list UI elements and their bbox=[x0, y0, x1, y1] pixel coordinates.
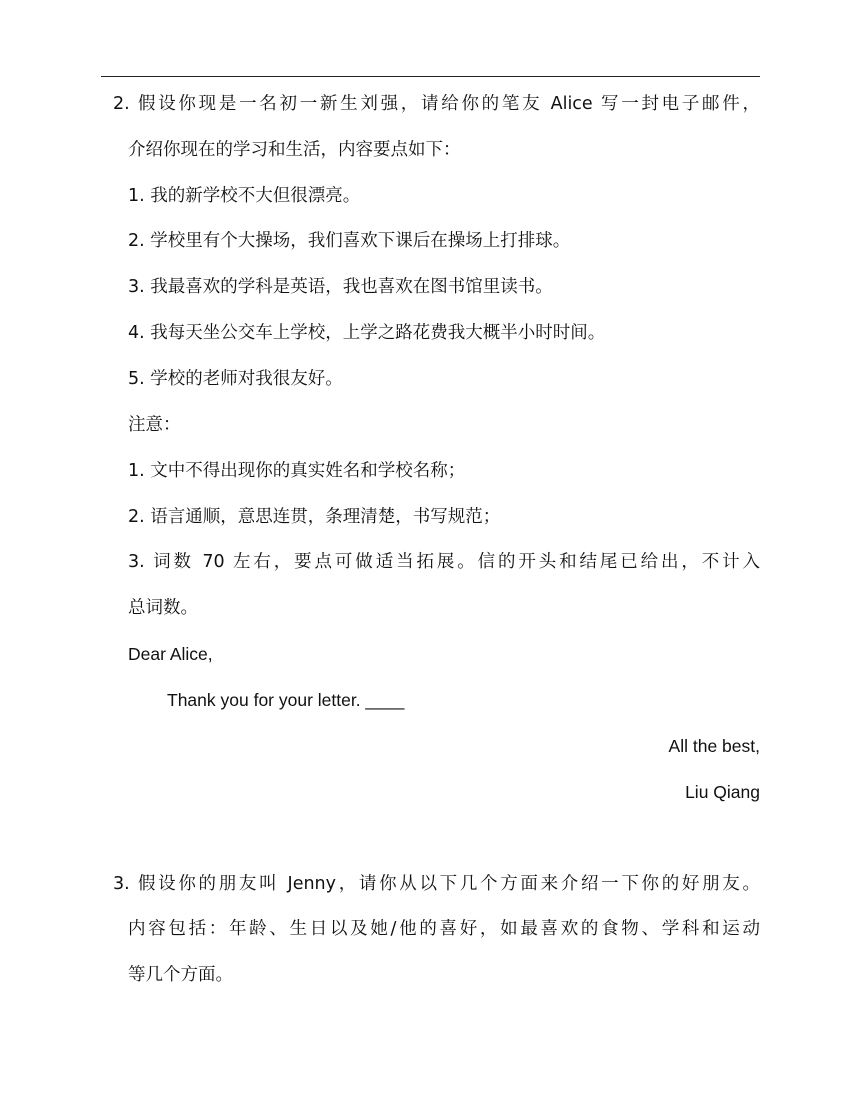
q2-note-3-continued: 总词数。 bbox=[128, 598, 198, 618]
q2-note-3: 3. 词数 70 左右，要点可做适当拓展。信的开头和结尾已给出，不计入 bbox=[128, 552, 760, 572]
letter-opening: Thank you for your letter. ____ bbox=[167, 690, 405, 710]
q2-point-5: 5. 学校的老师对我很友好。 bbox=[128, 369, 343, 389]
q2-intro-line-2: 介绍你现在的学习和生活，内容要点如下： bbox=[128, 140, 461, 160]
letter-signature: Liu Qiang bbox=[685, 782, 760, 802]
q3-line-1: 3. 假设你的朋友叫 Jenny，请你从以下几个方面来介绍一下你的好朋友。 bbox=[113, 874, 760, 894]
q2-point-4: 4. 我每天坐公交车上学校，上学之路花费我大概半小时时间。 bbox=[128, 323, 606, 343]
letter-closing: All the best, bbox=[668, 736, 760, 756]
q2-point-1: 1. 我的新学校不大但很漂亮。 bbox=[128, 186, 361, 206]
q2-intro-line-1: 2. 假设你现是一名初一新生刘强，请给你的笔友 Alice 写一封电子邮件， bbox=[113, 94, 760, 114]
q3-line-2: 内容包括：年龄、生日以及她/他的喜好，如最喜欢的食物、学科和运动 bbox=[128, 919, 760, 939]
letter-greeting: Dear Alice, bbox=[128, 644, 213, 664]
q2-point-3: 3. 我最喜欢的学科是英语，我也喜欢在图书馆里读书。 bbox=[128, 277, 553, 297]
q3-line-3: 等几个方面。 bbox=[128, 965, 233, 985]
q2-note-label: 注意： bbox=[128, 415, 181, 435]
header-rule bbox=[101, 76, 760, 77]
q2-point-2: 2. 学校里有个大操场，我们喜欢下课后在操场上打排球。 bbox=[128, 231, 571, 251]
q2-note-1: 1. 文中不得出现你的真实姓名和学校名称； bbox=[128, 461, 466, 481]
q2-note-2: 2. 语言通顺，意思连贯，条理清楚，书写规范； bbox=[128, 507, 501, 527]
